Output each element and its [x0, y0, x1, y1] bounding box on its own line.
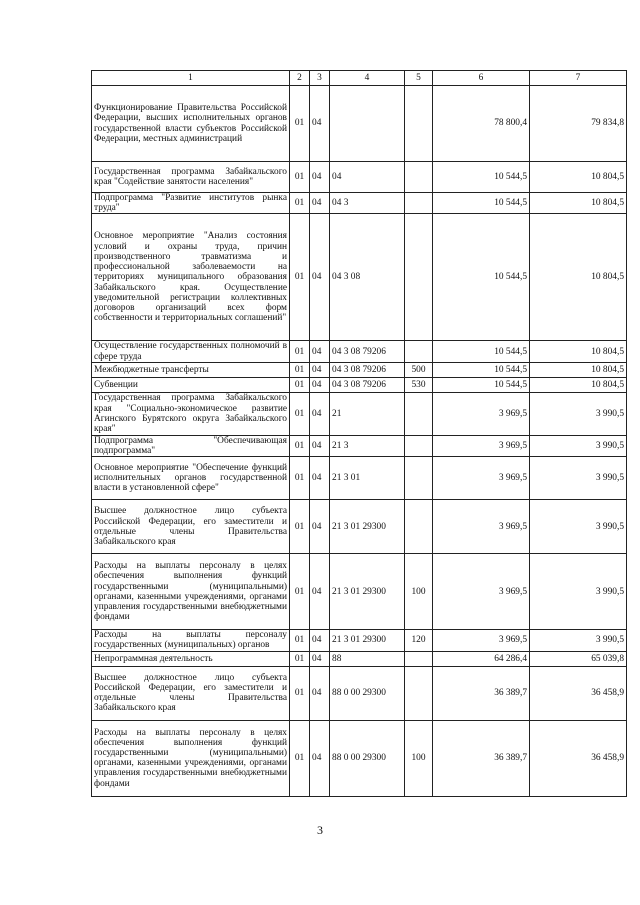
subsection-code: 04 — [310, 193, 330, 214]
subsection-code: 04 — [310, 554, 330, 630]
row-name: Расходы на выплаты персоналу в целях обеспечения выполнения функций государственными (муниципальными) органами, казенными учреждениями, органами управления государственными внебюджетными фондами — [92, 720, 290, 796]
section-code: 01 — [290, 500, 310, 554]
column-header: 5 — [405, 71, 433, 86]
section-code: 01 — [290, 666, 310, 720]
target-article-code: 21 3 — [330, 435, 405, 456]
target-article-code — [330, 86, 405, 162]
expense-type-code — [405, 666, 433, 720]
expense-type-code — [405, 214, 433, 341]
expense-type-code: 530 — [405, 377, 433, 392]
amount-year-1: 64 286,4 — [433, 651, 530, 666]
amount-year-2: 3 990,5 — [530, 500, 627, 554]
amount-year-2: 36 458,9 — [530, 666, 627, 720]
target-article-code: 21 3 01 29300 — [330, 630, 405, 651]
subsection-code: 04 — [310, 86, 330, 162]
subsection-code: 04 — [310, 214, 330, 341]
table-row — [92, 214, 627, 341]
expense-type-code: 100 — [405, 720, 433, 796]
amount-year-2: 3 990,5 — [530, 554, 627, 630]
row-name: Высшее должностное лицо субъекта Российской Федерации, его заместители и отдельные члены Правительства Забайкальского края — [92, 500, 290, 554]
column-header: 6 — [433, 71, 530, 86]
row-name: Подпрограмма "Развитие институтов рынка труда" — [92, 193, 290, 214]
target-article-code: 04 3 08 79206 — [330, 362, 405, 377]
target-article-code: 04 3 08 79206 — [330, 341, 405, 362]
expense-type-code: 500 — [405, 362, 433, 377]
section-code: 01 — [290, 435, 310, 456]
section-code: 01 — [290, 377, 310, 392]
expense-type-code — [405, 341, 433, 362]
section-code: 01 — [290, 651, 310, 666]
table-row — [92, 341, 627, 362]
expense-type-code — [405, 86, 433, 162]
subsection-code: 04 — [310, 162, 330, 193]
column-header: 2 — [290, 71, 310, 86]
table-row — [92, 630, 627, 651]
row-name: Межбюджетные трансферты — [92, 362, 290, 377]
row-name: Государственная программа Забайкальского края "Содействие занятости населения" — [92, 162, 290, 193]
section-code: 01 — [290, 630, 310, 651]
table-row — [92, 554, 627, 630]
table-row — [92, 362, 627, 377]
target-article-code: 88 0 00 29300 — [330, 720, 405, 796]
table-row — [92, 162, 627, 193]
table-row — [92, 651, 627, 666]
subsection-code: 04 — [310, 341, 330, 362]
amount-year-2: 10 804,5 — [530, 193, 627, 214]
expense-type-code — [405, 392, 433, 435]
amount-year-1: 10 544,5 — [433, 362, 530, 377]
row-name: Подпрограмма "Обеспечивающая подпрограмма" — [92, 435, 290, 456]
amount-year-1: 78 800,4 — [433, 86, 530, 162]
amount-year-2: 3 990,5 — [530, 392, 627, 435]
amount-year-2: 10 804,5 — [530, 341, 627, 362]
page-number: 3 — [317, 823, 323, 837]
target-article-code: 21 3 01 29300 — [330, 500, 405, 554]
table-row — [92, 457, 627, 500]
row-name: Государственная программа Забайкальского края "Социально-экономическое развитие Агинского Бурятского округа Забайкальского края" — [92, 392, 290, 435]
subsection-code: 04 — [310, 457, 330, 500]
row-name: Функционирование Правительства Российской Федерации, высших исполнительных органов государственной власти субъектов Российской Федерации, местных администраций — [92, 86, 290, 162]
section-code: 01 — [290, 362, 310, 377]
target-article-code: 88 0 00 29300 — [330, 666, 405, 720]
column-header: 1 — [92, 71, 290, 86]
expense-type-code: 100 — [405, 554, 433, 630]
section-code: 01 — [290, 554, 310, 630]
row-name: Расходы на выплаты персоналу в целях обеспечения выполнения функций государственными (муниципальными) органами, казенными учреждениями, органами управления государственными внебюджетными фондами — [92, 554, 290, 630]
target-article-code: 21 — [330, 392, 405, 435]
table-row — [92, 377, 627, 392]
table-row — [92, 392, 627, 435]
amount-year-1: 10 544,5 — [433, 341, 530, 362]
table-row — [92, 435, 627, 456]
amount-year-1: 10 544,5 — [433, 377, 530, 392]
amount-year-2: 10 804,5 — [530, 162, 627, 193]
row-name: Непрограммная деятельность — [92, 651, 290, 666]
target-article-code: 04 3 — [330, 193, 405, 214]
subsection-code: 04 — [310, 435, 330, 456]
amount-year-1: 10 544,5 — [433, 214, 530, 341]
subsection-code: 04 — [310, 630, 330, 651]
amount-year-2: 3 990,5 — [530, 457, 627, 500]
section-code: 01 — [290, 193, 310, 214]
amount-year-2: 3 990,5 — [530, 435, 627, 456]
expense-type-code — [405, 500, 433, 554]
table-row — [92, 500, 627, 554]
table-row — [92, 86, 627, 162]
target-article-code: 21 3 01 29300 — [330, 554, 405, 630]
table-header-row — [92, 71, 627, 86]
subsection-code: 04 — [310, 666, 330, 720]
amount-year-1: 36 389,7 — [433, 720, 530, 796]
expense-type-code — [405, 457, 433, 500]
expense-type-code: 120 — [405, 630, 433, 651]
page-sheet — [91, 70, 627, 797]
target-article-code: 04 3 08 79206 — [330, 377, 405, 392]
table-row — [92, 720, 627, 796]
row-name: Расходы на выплаты персоналу государственных (муниципальных) органов — [92, 630, 290, 651]
section-code: 01 — [290, 392, 310, 435]
section-code: 01 — [290, 162, 310, 193]
subsection-code: 04 — [310, 720, 330, 796]
amount-year-1: 3 969,5 — [433, 554, 530, 630]
amount-year-2: 65 039,8 — [530, 651, 627, 666]
row-name: Субвенции — [92, 377, 290, 392]
target-article-code: 21 3 01 — [330, 457, 405, 500]
expense-type-code — [405, 162, 433, 193]
section-code: 01 — [290, 457, 310, 500]
target-article-code: 04 3 08 — [330, 214, 405, 341]
expense-type-code — [405, 651, 433, 666]
row-name: Основное мероприятие "Анализ состояния условий и охраны труда, причин производственного травматизма и профессиональной заболеваемости на территориях муниципального образования Забайкальского края. Осуществление уведомительной регистрации коллективных договоров организаций всех форм собственности и территориальных соглашений" — [92, 214, 290, 341]
target-article-code: 88 — [330, 651, 405, 666]
budget-table — [91, 70, 627, 797]
amount-year-2: 10 804,5 — [530, 214, 627, 341]
table-row — [92, 666, 627, 720]
subsection-code: 04 — [310, 500, 330, 554]
amount-year-2: 36 458,9 — [530, 720, 627, 796]
row-name: Основное мероприятие "Обеспечение функций исполнительных органов государственной власти в установленной сфере" — [92, 457, 290, 500]
column-header: 3 — [310, 71, 330, 86]
amount-year-2: 10 804,5 — [530, 362, 627, 377]
subsection-code: 04 — [310, 392, 330, 435]
amount-year-1: 3 969,5 — [433, 392, 530, 435]
section-code: 01 — [290, 214, 310, 341]
section-code: 01 — [290, 341, 310, 362]
amount-year-1: 3 969,5 — [433, 457, 530, 500]
amount-year-1: 36 389,7 — [433, 666, 530, 720]
subsection-code: 04 — [310, 651, 330, 666]
amount-year-1: 3 969,5 — [433, 630, 530, 651]
expense-type-code — [405, 193, 433, 214]
expense-type-code — [405, 435, 433, 456]
amount-year-1: 3 969,5 — [433, 500, 530, 554]
section-code: 01 — [290, 720, 310, 796]
column-header: 7 — [530, 71, 627, 86]
target-article-code: 04 — [330, 162, 405, 193]
subsection-code: 04 — [310, 362, 330, 377]
column-header: 4 — [330, 71, 405, 86]
table-row — [92, 193, 627, 214]
amount-year-2: 10 804,5 — [530, 377, 627, 392]
amount-year-1: 10 544,5 — [433, 193, 530, 214]
amount-year-1: 3 969,5 — [433, 435, 530, 456]
subsection-code: 04 — [310, 377, 330, 392]
row-name: Осуществление государственных полномочий в сфере труда — [92, 341, 290, 362]
section-code: 01 — [290, 86, 310, 162]
amount-year-2: 3 990,5 — [530, 630, 627, 651]
row-name: Высшее должностное лицо субъекта Российской Федерации, его заместители и отдельные члены Правительства Забайкальского края — [92, 666, 290, 720]
amount-year-2: 79 834,8 — [530, 86, 627, 162]
amount-year-1: 10 544,5 — [433, 162, 530, 193]
